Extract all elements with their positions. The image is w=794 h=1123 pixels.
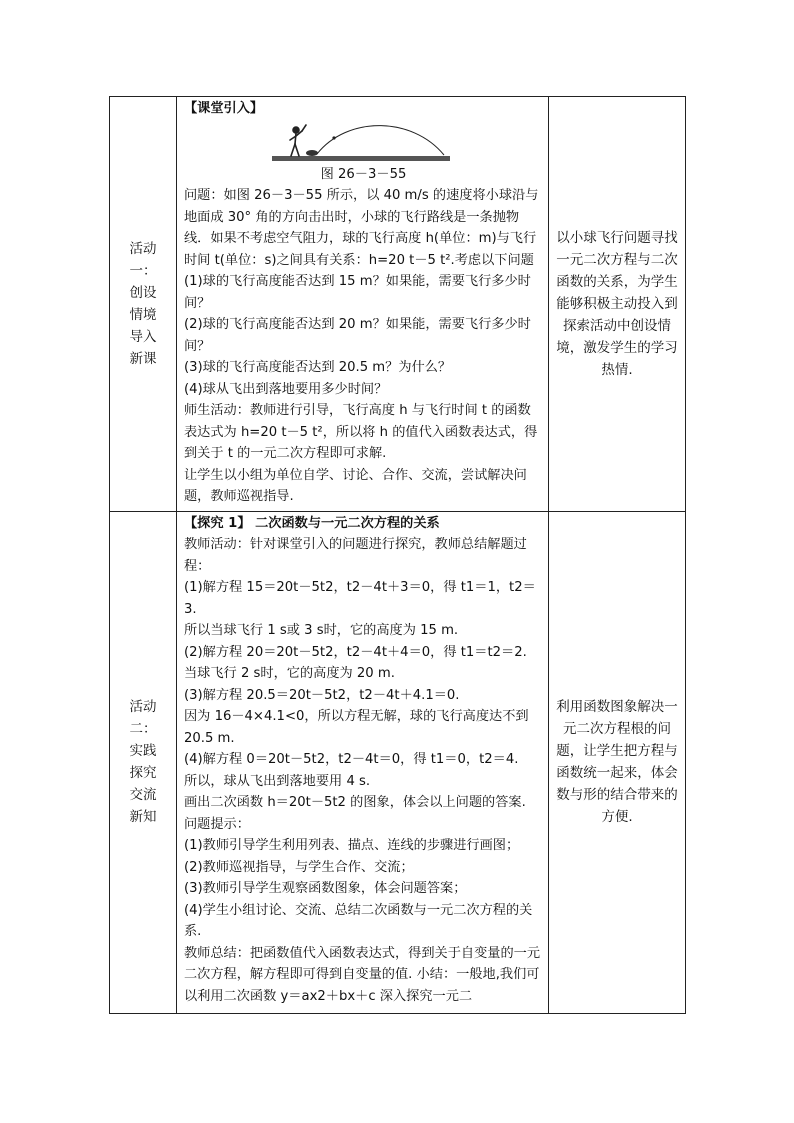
design-intent-note: 利用函数图象解决一元二次方程根的问题，让学生把方程与函数统一起来，体会数与形的结合带来的方便. [549, 511, 686, 1013]
table-row [110, 511, 686, 1013]
figure-caption: 图 26－3－55 [320, 166, 407, 182]
section-heading: 【课堂引入】 [184, 101, 264, 116]
paragraph: (4)球从飞出到落地要用多少时间？ [184, 381, 388, 397]
golf-trajectory-figure [272, 122, 452, 164]
paragraph: (2)球的飞行高度能否达到 20 m？如果能，需要飞行多少时间？ [184, 317, 531, 354]
paragraph: (3)教师引导学生观察函数图象，体会问题答案； [184, 881, 467, 896]
paragraph: 所以，球从飞出到落地要用 4 s. [184, 773, 371, 789]
activity-label: 活动 一： 创设 情境 导入 新课 [110, 97, 177, 512]
design-intent-note: 以小球飞行问题寻找一元二次方程与二次函数的关系，为学生能够积极主动投入到探索活动中创设情境，激发学生的学习热情. [549, 97, 686, 512]
paragraph: 问题提示： [184, 816, 250, 832]
paragraph: 让学生以小组为单位自学、讨论、合作、交流，尝试解决问题，教师巡视指导. [184, 467, 527, 504]
paragraph: (3)解方程 20.5＝20t－5t2，t2－4t＋4.1＝0. [184, 687, 460, 703]
paragraph: 问题：如图 26－3－55 所示，以 40 m/s 的速度将小球沿与地面成 30° 角的方向击出时，小球的飞行路线是一条抛物线．如果不考虑空气阻力，球的飞行高度 h(单位：m)与飞行时间 t(单位：s)之间具有关系：h=20 t－5 t².考虑以下问题 [184, 188, 539, 268]
paragraph: (2)教师巡视指导，与学生合作、交流； [184, 859, 414, 875]
paragraph: (1)球的飞行高度能否达到 15 m？如果能，需要飞行多少时间？ [184, 274, 531, 311]
paragraph: 师生活动：教师进行引导，飞行高度 h 与飞行时间 t 的函数表达式为 h=20 t－5 t²，所以将 h 的值代入函数表达式，得到关于 t 的一元二次方程即可求解. [184, 403, 538, 461]
lesson-plan-table [109, 96, 686, 1014]
paragraph: (1)解方程 15＝20t－5t2，t2－4t＋3＝0，得 t1＝1，t2＝3. [184, 580, 536, 617]
section-heading: 【探究 1】 二次函数与一元二次方程的关系 [184, 515, 440, 531]
activity-content [177, 511, 549, 1013]
paragraph: 教师总结：把函数值代入函数表达式，得到关于自变量的一元二次方程，解方程即可得到自变量的值. 小结：一般地,我们可以利用二次函数 y＝ax2＋bx＋c 深入探究一元二 [184, 945, 541, 1004]
table-row [110, 97, 686, 512]
paragraph: (4)学生小组讨论、交流、总结二次函数与一元二次方程的关系. [184, 902, 533, 939]
paragraph: (3)球的飞行高度能否达到 20.5 m？为什么？ [184, 360, 452, 375]
paragraph: 所以当球飞行 1 s或 3 s时，它的高度为 15 m. [184, 623, 459, 638]
paragraph: 当球飞行 2 s时，它的高度为 20 m. [184, 666, 395, 681]
paragraph: 画出二次函数 h＝20t－5t2 的图象，体会以上问题的答案. [184, 795, 526, 810]
activity-label: 活动 二： 实践 探究 交流 新知 [110, 511, 177, 1013]
activity-content [177, 97, 549, 512]
paragraph: 教师活动：针对课堂引入的问题进行探究，教师总结解题过程： [184, 537, 527, 574]
paragraph: (1)教师引导学生利用列表、描点、连线的步骤进行画图； [184, 838, 520, 853]
paragraph: (2)解方程 20＝20t－5t2，t2－4t＋4＝0，得 t1＝t2＝2. [184, 644, 527, 660]
paragraph: (4)解方程 0＝20t－5t2，t2－4t＝0，得 t1＝0，t2＝4. [184, 752, 519, 767]
paragraph: 因为 16－4×4.1<0，所以方程无解，球的飞行高度达不到 20.5 m. [184, 709, 529, 746]
